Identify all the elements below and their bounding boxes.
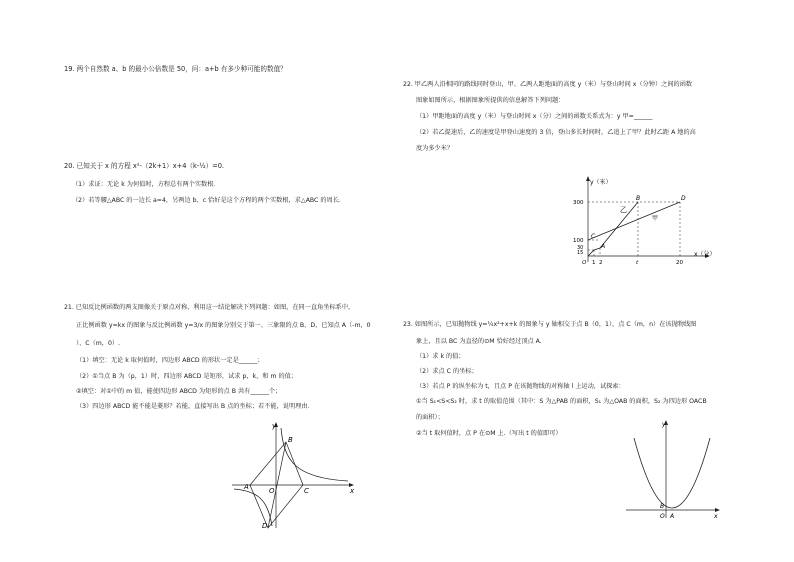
q22-label-o: O	[582, 260, 587, 266]
question-22-line3: （1）甲距地面的高度 y（米）与登山时间 x（分）之间的函数关系式为：y 甲=______	[416, 113, 653, 120]
q23-label-x: x	[714, 513, 718, 520]
question-21-line3: ）、C（m，0）.	[76, 340, 121, 347]
question-22-line1: 22. 甲乙两人沿相同的路线同时登山，甲、乙两人距地面的高度 y（米）与登山时间 x（分钟）之间的函数	[403, 81, 693, 88]
question-21-line1: 21. 已知反比例函数的两支图像关于原点对称，利用这一结论解决下列问题：如图，在同一直角坐标系中，	[64, 304, 355, 311]
q22-label-c: C	[591, 233, 596, 240]
q22-label-jia: 甲	[652, 215, 659, 222]
q22-label-x-axis: x（分）	[694, 251, 716, 258]
question-20-stem: 20. 已知关于 x 的方程 x²-（2k+1）x+4（k-½）=0.	[64, 162, 224, 170]
q22-label-yi: 乙	[620, 206, 627, 214]
q22-label-t: t	[636, 260, 639, 266]
question-23-line7: 的面积）；	[416, 414, 444, 421]
question-21-line2: 正比例函数 y=kx 的图象与反比例函数 y=3/x 的图象分别交于第一、三象限的点 B，D，已知点 A（-m，0	[76, 322, 371, 329]
question-21-line7: （3）四边形 ABCD 能不能是菱形？若能，直接写出 B 点的坐标；若不能，说明理由.	[76, 403, 310, 410]
q22-label-d: D	[681, 195, 686, 202]
question-21-line4: （1）填空：无论 k 取何值时，四边形 ABCD 的形状一定是______；	[76, 357, 264, 364]
q22-line-jia	[588, 202, 680, 240]
q22-label-2: 2	[599, 260, 603, 266]
question-21-line6: ②填空：对①中的 m 值，能使四边形 ABCD 为矩形的点 B 共有______个；	[76, 388, 282, 395]
q22-label-20: 20	[676, 260, 683, 266]
q22-label-a: A	[601, 243, 606, 250]
q21-label-o: O	[269, 487, 275, 495]
question-23-figure	[620, 418, 726, 522]
q22-label-300: 300	[573, 200, 584, 206]
q21-label-x: x	[350, 487, 355, 495]
question-23-line4: （2）求点 C 的坐标；	[416, 368, 478, 375]
question-21-line5: （2）①当点 B 为（p，1）时，四边形 ABCD 是矩形，试求 p，k，和 m 的值；	[76, 373, 298, 380]
q23-parabola	[634, 438, 710, 508]
q22-label-30: 30	[577, 245, 584, 251]
question-21-figure	[228, 420, 358, 532]
question-20-part2: （2）若等腰△ABC 的一边长 a=4，另两边 b、c 恰好是这个方程的两个实数根，求△ABC 的周长.	[72, 197, 341, 204]
q22-line-yi	[588, 202, 638, 256]
q21-label-y: y	[272, 422, 277, 430]
q23-label-o: O	[660, 513, 665, 520]
question-23-line3: （1）求 k 的值；	[416, 353, 465, 360]
q21-hyperbola-lower	[234, 489, 272, 526]
q21-label-d: D	[262, 522, 268, 530]
q22-label-y-axis: y（米）	[590, 179, 612, 186]
question-19: 19. 两个自然数 a、b 的最小公倍数是 50，问：a+b 有多少种可能的数值？	[64, 65, 287, 73]
question-23-line2: 象上，且以 BC 为直径的⊙M 恰好经过顶点 A.	[416, 338, 542, 345]
q22-label-b: B	[636, 195, 641, 202]
q22-label-100: 100	[573, 238, 584, 244]
q21-label-a: A	[244, 483, 249, 491]
q21-label-c: C	[304, 487, 309, 495]
question-23-line6: ①当 S₁<S<S₂ 时，求 t 的取值范围（其中：S 为△PAB 的面积，S₁ 为△OAB 的面积，S₂ 为四边形 OACB	[416, 398, 707, 405]
q22-label-1: 1	[592, 260, 596, 266]
q22-label-15: 15	[577, 250, 584, 256]
question-22-line4: （2）若乙提速后，乙的速度是甲登山速度的 3 倍，登山多长时间时，乙追上了甲？此时乙距 A 地的高	[416, 129, 696, 136]
q23-label-b: B	[660, 503, 665, 510]
question-23-line5: （3）若点 P 的纵坐标为 t，且点 P 在该抛物线的对称轴 l 上运动，试探索：	[416, 383, 625, 390]
question-22-line5: 度为多少米？	[416, 145, 454, 152]
q23-label-y: y	[662, 421, 666, 428]
q21-label-b: B	[288, 436, 293, 444]
question-22-line2: 图象如图所示，根据图象所提供的信息解答下列问题：	[416, 97, 565, 104]
q23-label-a: A	[670, 513, 675, 520]
question-20-part1: （1）求证：无论 k 为何值时，方程总有两个实数根.	[72, 181, 216, 188]
question-23-line1: 23. 如图所示，已知抛物线 y=¼x²+x+k 的图象与 y 轴相交于点 B（0，1），点 C（m，n）在该抛物线图	[403, 321, 697, 328]
question-23-line8: ②当 t 取何值时，点 P 在⊙M 上.（写出 t 的值即可）	[416, 430, 562, 437]
question-22-figure	[570, 172, 720, 268]
